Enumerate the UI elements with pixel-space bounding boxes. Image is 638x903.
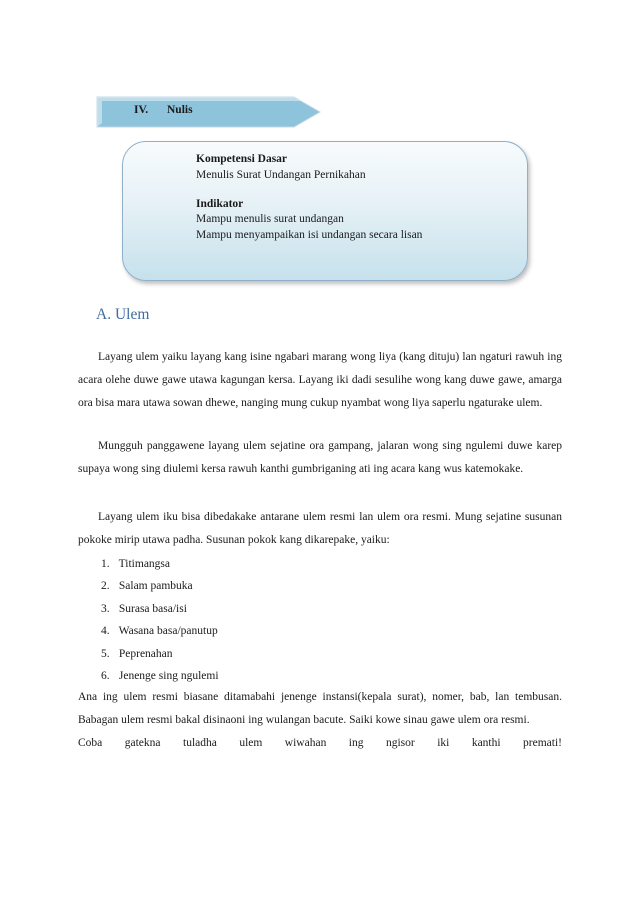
- kompetensi-box: [122, 141, 528, 281]
- paragraph-text: Layang ulem yaiku layang kang isine ngabari marang wong liya (kang dituju) lan ngaturi rawuh ing acara olehe duwe gawe utawa kagungan kersa. Layang iki dadi sesulihe wong kang duwe gawe, amarga ora bisa mara utawa sowan dhewe, nanging mung cukup nyambat wong liya saperlu ngaturake ulem.: [78, 351, 562, 409]
- paragraph-3: [78, 506, 562, 552]
- indikator-line-2: Mampu menyampaikan isi undangan secara lisan: [196, 229, 423, 241]
- banner-number: IV.: [134, 104, 149, 116]
- kompetensi-heading: Kompetensi Dasar: [196, 153, 288, 165]
- list-item: 4. Wasana basa/panutup: [101, 625, 218, 638]
- list-item: 3. Surasa basa/isi: [101, 602, 187, 615]
- kompetensi-text: Menulis Surat Undangan Pernikahan: [196, 169, 366, 181]
- paragraph-text: Mungguh panggawene layang ulem sejatine ora gampang, jalaran wong sing ngulemi duwe karep supaya wong sing diulemi kersa rawuh kanthi gumbriganing ati ing acara kang wus katemokake.: [78, 440, 562, 475]
- list-item: 6. Jenenge sing ngulemi: [101, 670, 219, 683]
- closing-paragraph: [78, 686, 562, 754]
- susunan-list: [101, 553, 219, 687]
- paragraph-1: [78, 346, 562, 414]
- section-banner: [96, 96, 322, 128]
- paragraph-2: [78, 435, 562, 481]
- list-item: 5. Peprenahan: [101, 647, 173, 660]
- list-item: 1. Titimangsa: [101, 558, 171, 570]
- indikator-line-1: Mampu menulis surat undangan: [196, 213, 344, 225]
- banner-arrow-shape: [96, 96, 322, 128]
- list-item: 2. Salam pambuka: [101, 580, 193, 593]
- instruction-line: Coba gatekna tuladha ulem wiwahan ing ngisor iki kanthi premati!: [78, 736, 562, 749]
- paragraph-text: Layang ulem iku bisa dibedakake antarane ulem resmi lan ulem ora resmi. Mung sejatine susunan pokoke mirip utawa padha. Susunan pokok kang dikarepake, yaiku:: [78, 511, 562, 546]
- indikator-heading: Indikator: [196, 198, 244, 210]
- section-heading: A. Ulem: [96, 306, 150, 323]
- paragraph-text: Ana ing ulem resmi biasane ditamabahi jenenge instansi(kepala surat), nomer, bab, lan tembusan. Babagan ulem resmi bakal disinaoni ing wulangan bacute. Saiki kowe sinau gawe ulem ora resmi.: [78, 691, 562, 726]
- banner-title: Nulis: [167, 104, 193, 116]
